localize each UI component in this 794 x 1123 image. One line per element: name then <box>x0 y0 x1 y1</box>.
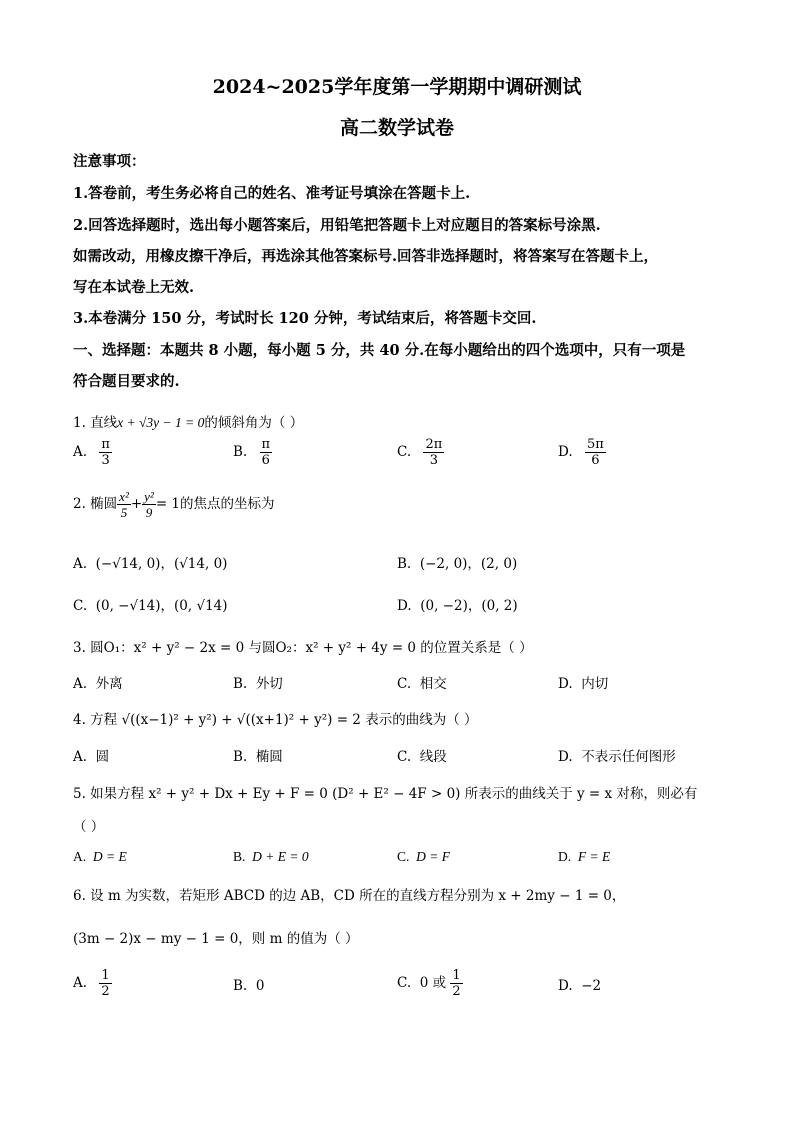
fraction: $\frac{1}{2}$ <box>452 968 461 999</box>
question-2-option-d: D. (0, −2)，(0, 2) <box>397 598 518 614</box>
section-heading-line-2: 符合题目要求的. <box>73 373 180 390</box>
question-6-stem-continued: (3m − 2)x − my − 1 = 0，则 m 的值为（ ） <box>73 931 359 947</box>
question-5-stem-continued: （ ） <box>73 819 105 835</box>
question-1-option-a: A. $\frac{\pi}{3}$ <box>73 437 110 468</box>
exam-title: 2024~2025学年度第一学期期中调研测试 <box>212 76 582 98</box>
question-5-option-c: C. D = F <box>397 849 450 864</box>
notice-line-1: 1.答卷前，考生务必将自己的姓名、准考证号填涂在答题卡上. <box>73 185 471 202</box>
question-5-stem: 5. 如果方程 x² + y² + Dx + Ey + F = 0 (D² + E² − 4F > 0) 所表示的曲线关于 y = x 对称，则必有 <box>73 786 698 802</box>
fraction: $\frac{1}{2}$ <box>101 968 110 999</box>
question-5-option-d: D. F = E <box>558 849 611 864</box>
question-6-stem: 6. 设 m 为实数，若矩形 ABCD 的边 AB，CD 所在的直线方程分别为 x + 2my − 1 = 0， <box>73 888 626 904</box>
question-2-option-b: B. (−2, 0)，(2, 0) <box>397 556 518 572</box>
question-4-option-d: D. 不表示任何图形 <box>558 749 676 765</box>
fraction: $\frac{\pi}{3}$ <box>101 437 110 468</box>
notice-heading: 注意事项： <box>73 153 146 170</box>
question-1-prefix: 1. 直线 <box>73 415 118 431</box>
fraction: $\frac{\text{x²}}{5}$ <box>119 489 129 520</box>
question-1-option-b: B. $\frac{\pi}{6}$ <box>233 437 271 468</box>
notice-line-4: 写在本试卷上无效. <box>73 279 195 296</box>
fraction: $\frac{5\pi}{6}$ <box>586 437 604 468</box>
question-6-option-c: C. 0 或 $\frac{1}{2}$ <box>397 968 461 999</box>
question-6-option-d: D. −2 <box>558 978 602 994</box>
notice-line-3: 如需改动，用橡皮擦干净后，再选涂其他答案标号.回答非选择题时，将答案写在答题卡上， <box>73 248 659 265</box>
question-4-stem: 4. 方程 √((x−1)² + y²) + √((x+1)² + y²) = 2 表示的曲线为（ ） <box>73 712 478 728</box>
question-5-option-b: B. D + E = 0 <box>233 849 309 864</box>
question-3-stem: 3. 圆O₁：x² + y² − 2x = 0 与圆O₂：x² + y² + 4y = 0 的位置关系是（ ） <box>73 640 533 656</box>
question-6-option-b: B. 0 <box>233 978 265 994</box>
question-5-option-a: A. D = E <box>73 849 127 864</box>
question-2-option-c: C. (0, −√14)，(0, √14) <box>73 598 228 614</box>
question-1-stem <box>73 411 303 431</box>
question-3-option-a: A. 外离 <box>73 676 123 692</box>
section-heading-line-1: 一、选择题：本题共 8 小题，每小题 5 分，共 40 分.在每小题给出的四个选项中，只有一项是 <box>73 342 686 359</box>
question-6-option-a: A. $\frac{1}{2}$ <box>73 968 110 999</box>
question-4-option-c: C. 线段 <box>397 749 447 765</box>
fraction: $\frac{\pi}{6}$ <box>261 437 271 468</box>
fraction: $\frac{\text{y²}}{9}$ <box>144 489 154 520</box>
question-4-option-b: B. 椭圆 <box>233 749 283 765</box>
question-1-option-d: D. $\frac{5\pi}{6}$ <box>558 437 604 468</box>
notice-line-5: 3.本卷满分 150 分，考试时长 120 分钟，考试结束后，将答题卡交回. <box>73 310 537 327</box>
question-3-option-d: D. 内切 <box>558 676 609 692</box>
question-3-option-c: C. 相交 <box>397 676 447 692</box>
exam-subtitle: 高二数学试卷 <box>339 117 454 139</box>
question-1-option-c: C. $\frac{2\pi}{3}$ <box>397 437 443 468</box>
question-2-stem: 2. 椭圆 $\frac{\text{x²}}{5}$ + $\frac{\text{y²}}{9}$ = 1的焦点的坐标为 <box>73 489 275 520</box>
fraction: $\frac{2\pi}{3}$ <box>425 437 443 468</box>
question-2-option-a: A. (−√14, 0)，(√14, 0) <box>73 556 228 572</box>
question-1-equation: x + √3y − 1 = 0 <box>117 415 205 430</box>
question-3-option-b: B. 外切 <box>233 676 283 692</box>
question-4-option-a: A. 圆 <box>73 749 110 765</box>
question-1-suffix: 的倾斜角为（ ） <box>204 415 304 431</box>
notice-line-2: 2.回答选择题时，选出每小题答案后，用铅笔把答题卡上对应题目的答案标号涂黑. <box>73 217 601 234</box>
